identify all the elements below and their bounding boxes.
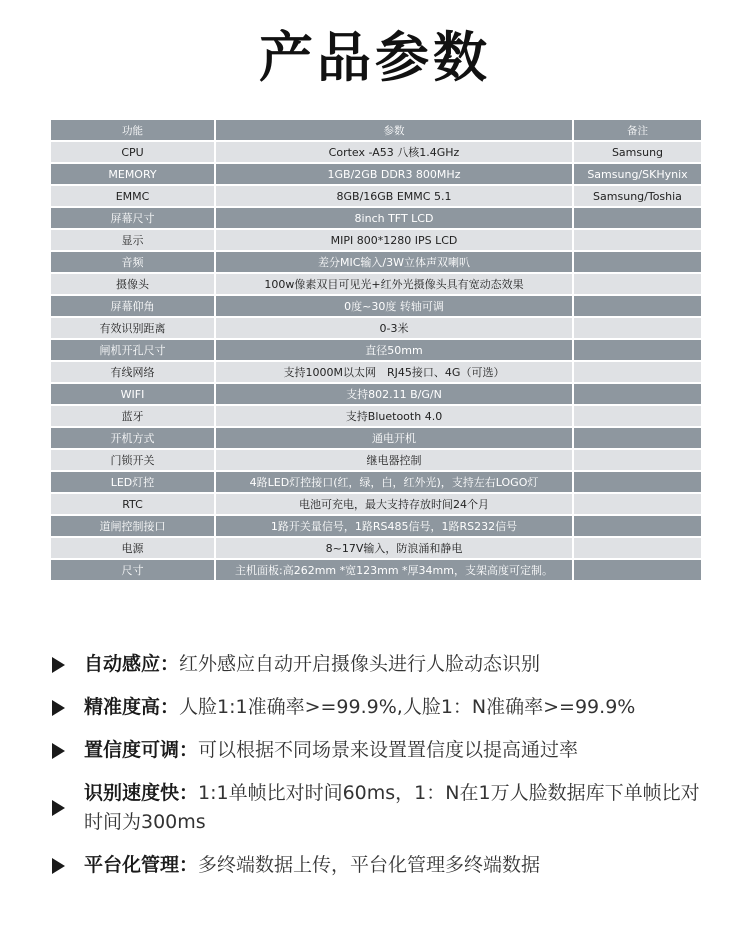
feature-label: 识别速度快： [84, 782, 199, 804]
table-row [51, 186, 701, 206]
feature-item [50, 650, 710, 679]
table-cell-function: 门锁开关 [51, 450, 214, 470]
table-cell-function: 闸机开孔尺寸 [51, 340, 214, 360]
table-cell-remark: Samsung [574, 142, 701, 162]
feature-description: 1:1单帧比对时间60ms，1：N在1万人脸数据库下单帧比对时间为300ms [84, 782, 700, 833]
table-cell-parameter: 4路LED灯控接口(红，绿，白，红外光)，支持左右LOGO灯 [216, 472, 572, 492]
column-header-function: 功能 [51, 120, 214, 140]
table-cell-remark [574, 516, 701, 536]
feature-description: 可以根据不同场景来设置置信度以提高通过率 [198, 739, 579, 761]
table-cell-remark [574, 208, 701, 228]
column-header-remark: 备注 [574, 120, 701, 140]
feature-item [50, 736, 710, 765]
table-cell-parameter: 8~17V输入，防浪涌和静电 [216, 538, 572, 558]
table-cell-function: 蓝牙 [51, 406, 214, 426]
table-row [51, 406, 701, 426]
feature-label: 精准度高： [84, 696, 180, 718]
table-cell-function: LED灯控 [51, 472, 214, 492]
table-cell-parameter: 支持Bluetooth 4.0 [216, 406, 572, 426]
table-cell-function: 电源 [51, 538, 214, 558]
table-cell-remark [574, 560, 701, 580]
table-cell-remark: Samsung/Toshia [574, 186, 701, 206]
table-cell-parameter: 8inch TFT LCD [216, 208, 572, 228]
table-row [51, 516, 701, 536]
feature-item [50, 851, 710, 880]
product-parameters-table [49, 118, 703, 582]
table-row [51, 362, 701, 382]
table-cell-remark [574, 340, 701, 360]
feature-description: 多终端数据上传，平台化管理多终端数据 [198, 854, 541, 876]
table-row [51, 560, 701, 580]
table-row [51, 538, 701, 558]
table-row [51, 142, 701, 162]
feature-description: 红外感应自动开启摄像头进行人脸动态识别 [179, 653, 541, 675]
triangle-bullet-icon [52, 858, 65, 874]
table-cell-remark [574, 538, 701, 558]
table-row [51, 384, 701, 404]
table-cell-parameter: 差分MIC输入/3W立体声双喇叭 [216, 252, 572, 272]
feature-item [50, 693, 710, 722]
feature-label: 自动感应： [84, 653, 180, 675]
table-cell-remark [574, 472, 701, 492]
table-row [51, 494, 701, 514]
table-cell-parameter: 8GB/16GB EMMC 5.1 [216, 186, 572, 206]
table-cell-remark [574, 230, 701, 250]
table-cell-parameter: Cortex -A53 八核1.4GHz [216, 142, 572, 162]
table-cell-parameter: 电池可充电，最大支持存放时间24个月 [216, 494, 572, 514]
table-cell-parameter: 支持1000M以太网 RJ45接口、4G（可选） [216, 362, 572, 382]
table-cell-parameter: 通电开机 [216, 428, 572, 448]
table-cell-remark [574, 274, 701, 294]
feature-description: 人脸1:1准确率>=99.9%,人脸1：N准确率>=99.9% [179, 696, 636, 718]
table-row [51, 164, 701, 184]
table-cell-remark [574, 494, 701, 514]
table-cell-remark [574, 384, 701, 404]
table-cell-parameter: 支持802.11 B/G/N [216, 384, 572, 404]
feature-item [50, 779, 710, 837]
table-row [51, 428, 701, 448]
table-cell-function: CPU [51, 142, 214, 162]
table-cell-function: 显示 [51, 230, 214, 250]
table-cell-parameter: 继电器控制 [216, 450, 572, 470]
table-cell-function: MEMORY [51, 164, 214, 184]
feature-list [50, 650, 710, 894]
table-cell-parameter: 100w像素双目可见光+红外光摄像头具有宽动态效果 [216, 274, 572, 294]
triangle-bullet-icon [52, 800, 65, 816]
feature-label: 平台化管理： [84, 854, 199, 876]
table-row [51, 296, 701, 316]
table-cell-remark [574, 362, 701, 382]
triangle-bullet-icon [52, 700, 65, 716]
table-cell-function: 有效识别距离 [51, 318, 214, 338]
table-cell-parameter: 0-3米 [216, 318, 572, 338]
table-cell-function: WIFI [51, 384, 214, 404]
table-row [51, 318, 701, 338]
table-cell-function: EMMC [51, 186, 214, 206]
table-cell-function: 音频 [51, 252, 214, 272]
table-header-row [51, 120, 701, 140]
table-cell-remark [574, 406, 701, 426]
table-cell-remark [574, 318, 701, 338]
table-cell-parameter: 1路开关量信号，1路RS485信号，1路RS232信号 [216, 516, 572, 536]
table-cell-parameter: 1GB/2GB DDR3 800MHz [216, 164, 572, 184]
table-cell-remark [574, 428, 701, 448]
table-cell-function: RTC [51, 494, 214, 514]
table-cell-parameter: 0度~30度 转轴可调 [216, 296, 572, 316]
table-row [51, 208, 701, 228]
table-cell-function: 道闸控制接口 [51, 516, 214, 536]
table-row [51, 230, 701, 250]
table-row [51, 340, 701, 360]
table-row [51, 274, 701, 294]
table-body [51, 142, 701, 580]
table-cell-function: 尺寸 [51, 560, 214, 580]
triangle-bullet-icon [52, 743, 65, 759]
table-cell-remark: Samsung/SKHynix [574, 164, 701, 184]
table-cell-remark [574, 450, 701, 470]
table-row [51, 252, 701, 272]
table-row [51, 450, 701, 470]
table-cell-function: 有线网络 [51, 362, 214, 382]
table-cell-function: 屏幕仰角 [51, 296, 214, 316]
table-cell-remark [574, 252, 701, 272]
table-row [51, 472, 701, 492]
table-cell-remark [574, 296, 701, 316]
feature-label: 置信度可调： [84, 739, 199, 761]
table-cell-function: 摄像头 [51, 274, 214, 294]
table-cell-function: 开机方式 [51, 428, 214, 448]
column-header-parameter: 参数 [216, 120, 572, 140]
triangle-bullet-icon [52, 657, 65, 673]
table-cell-parameter: 直径50mm [216, 340, 572, 360]
table-cell-parameter: 主机面板:高262mm *宽123mm *厚34mm，支架高度可定制。 [216, 560, 572, 580]
page-title: 产品参数 [259, 26, 491, 89]
table-cell-function: 屏幕尺寸 [51, 208, 214, 228]
table-cell-parameter: MIPI 800*1280 IPS LCD [216, 230, 572, 250]
